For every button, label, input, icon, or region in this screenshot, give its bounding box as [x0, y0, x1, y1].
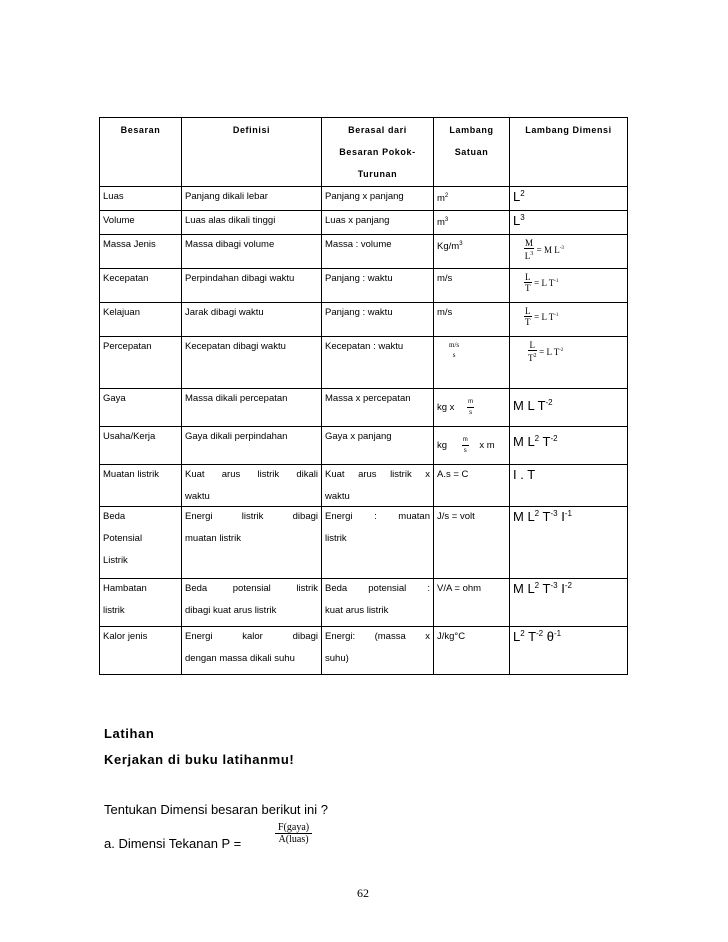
table-row — [100, 427, 628, 465]
page-number: 62 — [357, 886, 369, 900]
table-row — [100, 303, 628, 337]
cell-besaran: Kalor jenis — [100, 627, 182, 675]
cell-besaran: Kelajuan — [100, 303, 182, 337]
cell-definisi: Jarak dibagi waktu — [182, 303, 322, 337]
cell-definisi: Panjang dikali lebar — [182, 187, 322, 211]
cell-definisi: Luas alas dikali tinggi — [182, 211, 322, 235]
cell-satuan: $Kg/m^3$ — [434, 235, 510, 269]
header-dimensi: Lambang Dimensi — [510, 118, 628, 187]
cell-asal: Massa : volume — [322, 235, 434, 269]
cell-asal: Kecepatan : waktu — [322, 337, 434, 389]
fraction-numerator: F(gaya) — [275, 822, 312, 834]
cell-besaran: Percepatan — [100, 337, 182, 389]
cell-satuan: $m^2$ — [434, 187, 510, 211]
header-definisi: Definisi — [182, 118, 322, 187]
cell-definisi: Massa dibagi volume — [182, 235, 322, 269]
cell-dimensi: M $L^2$ $T^{-2}$ — [510, 427, 628, 465]
task-item-a: a. Dimensi Tekanan P = — [104, 836, 242, 851]
cell-satuan: J/kg°C — [434, 627, 510, 675]
cell-besaran: Muatan listrik — [100, 465, 182, 507]
cell-dimensi: $L^2$ $T^{-2}$ $\theta^{-1}$ — [510, 627, 628, 675]
cell-satuan — [434, 337, 510, 389]
pressure-fraction — [275, 822, 312, 845]
cell-satuan: A.s = C — [434, 465, 510, 507]
cell-definisi: Gaya dikali perpindahan — [182, 427, 322, 465]
cell-definisi: Beda potensial listrik dibagi kuat arus listrik — [182, 579, 322, 627]
cell-definisi: Energi kalor dibagi dengan massa dikali suhu — [182, 627, 322, 675]
cell-satuan: m/s — [434, 303, 510, 337]
cell-asal: Gaya x panjang — [322, 427, 434, 465]
table-row — [100, 579, 628, 627]
cell-asal: Massa x percepatan — [322, 389, 434, 427]
header-satuan: Lambang Satuan — [434, 118, 510, 187]
cell-dimensi: M $L^2$ $T^{-3}$ $I^{-2}$ — [510, 579, 628, 627]
cell-besaran: Massa Jenis — [100, 235, 182, 269]
dimension-fraction: $\frac{L}{T^2}$ — [528, 340, 537, 363]
table-row — [100, 465, 628, 507]
cell-definisi: Massa dikali percepatan — [182, 389, 322, 427]
cell-dimensi: $L^3$ — [510, 211, 628, 235]
cell-asal: Energi: (massa x suhu) — [322, 627, 434, 675]
table-row — [100, 235, 628, 269]
header-asal: Berasal dari Besaran Pokok- Turunan — [322, 118, 434, 187]
table-row — [100, 211, 628, 235]
cell-satuan: $m^3$ — [434, 211, 510, 235]
cell-dimensi: $L^2$ — [510, 187, 628, 211]
cell-besaran: Luas — [100, 187, 182, 211]
latihan-section — [104, 724, 294, 770]
cell-satuan: V/A = ohm — [434, 579, 510, 627]
table-row — [100, 187, 628, 211]
cell-satuan: kg $\frac{m}{s}$ x m — [434, 427, 510, 465]
cell-asal: Beda potensial : kuat arus listrik — [322, 579, 434, 627]
table-row — [100, 337, 628, 389]
cell-definisi: Kuat arus listrik dikali waktu — [182, 465, 322, 507]
cell-asal: Panjang : waktu — [322, 303, 434, 337]
cell-dimensi: M $L^2$ $T^{-3}$ $I^{-1}$ — [510, 507, 628, 579]
table-row — [100, 389, 628, 427]
dimension-fraction: $\frac{L}{T}$ — [525, 272, 531, 293]
cell-asal: Energi : muatan listrik — [322, 507, 434, 579]
dimension-table — [99, 117, 628, 675]
table-row — [100, 507, 628, 579]
unit-fraction: $\frac{m}{s}$ — [468, 399, 474, 416]
table-row — [100, 627, 628, 675]
cell-besaran: Gaya — [100, 389, 182, 427]
cell-dimensi: I . T — [510, 465, 628, 507]
cell-besaran: Kecepatan — [100, 269, 182, 303]
task-intro: Tentukan Dimensi besaran berikut ini ? — [104, 802, 329, 817]
table-row — [100, 269, 628, 303]
cell-besaran: Beda Potensial Listrik — [100, 507, 182, 579]
cell-asal: Panjang x panjang — [322, 187, 434, 211]
cell-definisi: Perpindahan dibagi waktu — [182, 269, 322, 303]
dimension-fraction: $\frac{L}{T}$ — [525, 306, 531, 327]
header-besaran: Besaran — [100, 118, 182, 187]
latihan-instruction: Kerjakan di buku latihanmu! — [104, 752, 295, 767]
table-header-row — [100, 118, 628, 187]
cell-dimensi: $\frac{M}{L^3}$ = M $L^{-3}$ — [510, 235, 628, 269]
fraction-denominator: A(luas) — [278, 834, 309, 845]
latihan-title: Latihan — [104, 726, 155, 741]
cell-dimensi: M L $T^{-2}$ — [510, 389, 628, 427]
cell-besaran: Usaha/Kerja — [100, 427, 182, 465]
cell-definisi: Kecepatan dibagi waktu — [182, 337, 322, 389]
dimension-fraction: $\frac{M}{L^3}$ — [524, 238, 534, 261]
cell-besaran: Volume — [100, 211, 182, 235]
cell-definisi: Energi listrik dibagi muatan listrik — [182, 507, 322, 579]
cell-satuan: J/s = volt — [434, 507, 510, 579]
cell-asal: Panjang : waktu — [322, 269, 434, 303]
cell-dimensi: $\frac{L}{T}$ = L $T^{-1}$ — [510, 303, 628, 337]
cell-satuan: m/s — [434, 269, 510, 303]
cell-besaran: Hambatan listrik — [100, 579, 182, 627]
cell-asal: Luas x panjang — [322, 211, 434, 235]
unit-fraction: $\frac{m}{s}$ — [462, 437, 468, 454]
unit-fraction: m/s s — [449, 341, 460, 359]
cell-dimensi: $\frac{L}{T}$ = L $T^{-1}$ — [510, 269, 628, 303]
cell-asal: Kuat arus listrik x waktu — [322, 465, 434, 507]
cell-dimensi: $\frac{L}{T^2}$ = L $T^{-2}$ — [510, 337, 628, 389]
cell-satuan: kg x $\frac{m}{s}$ — [434, 389, 510, 427]
